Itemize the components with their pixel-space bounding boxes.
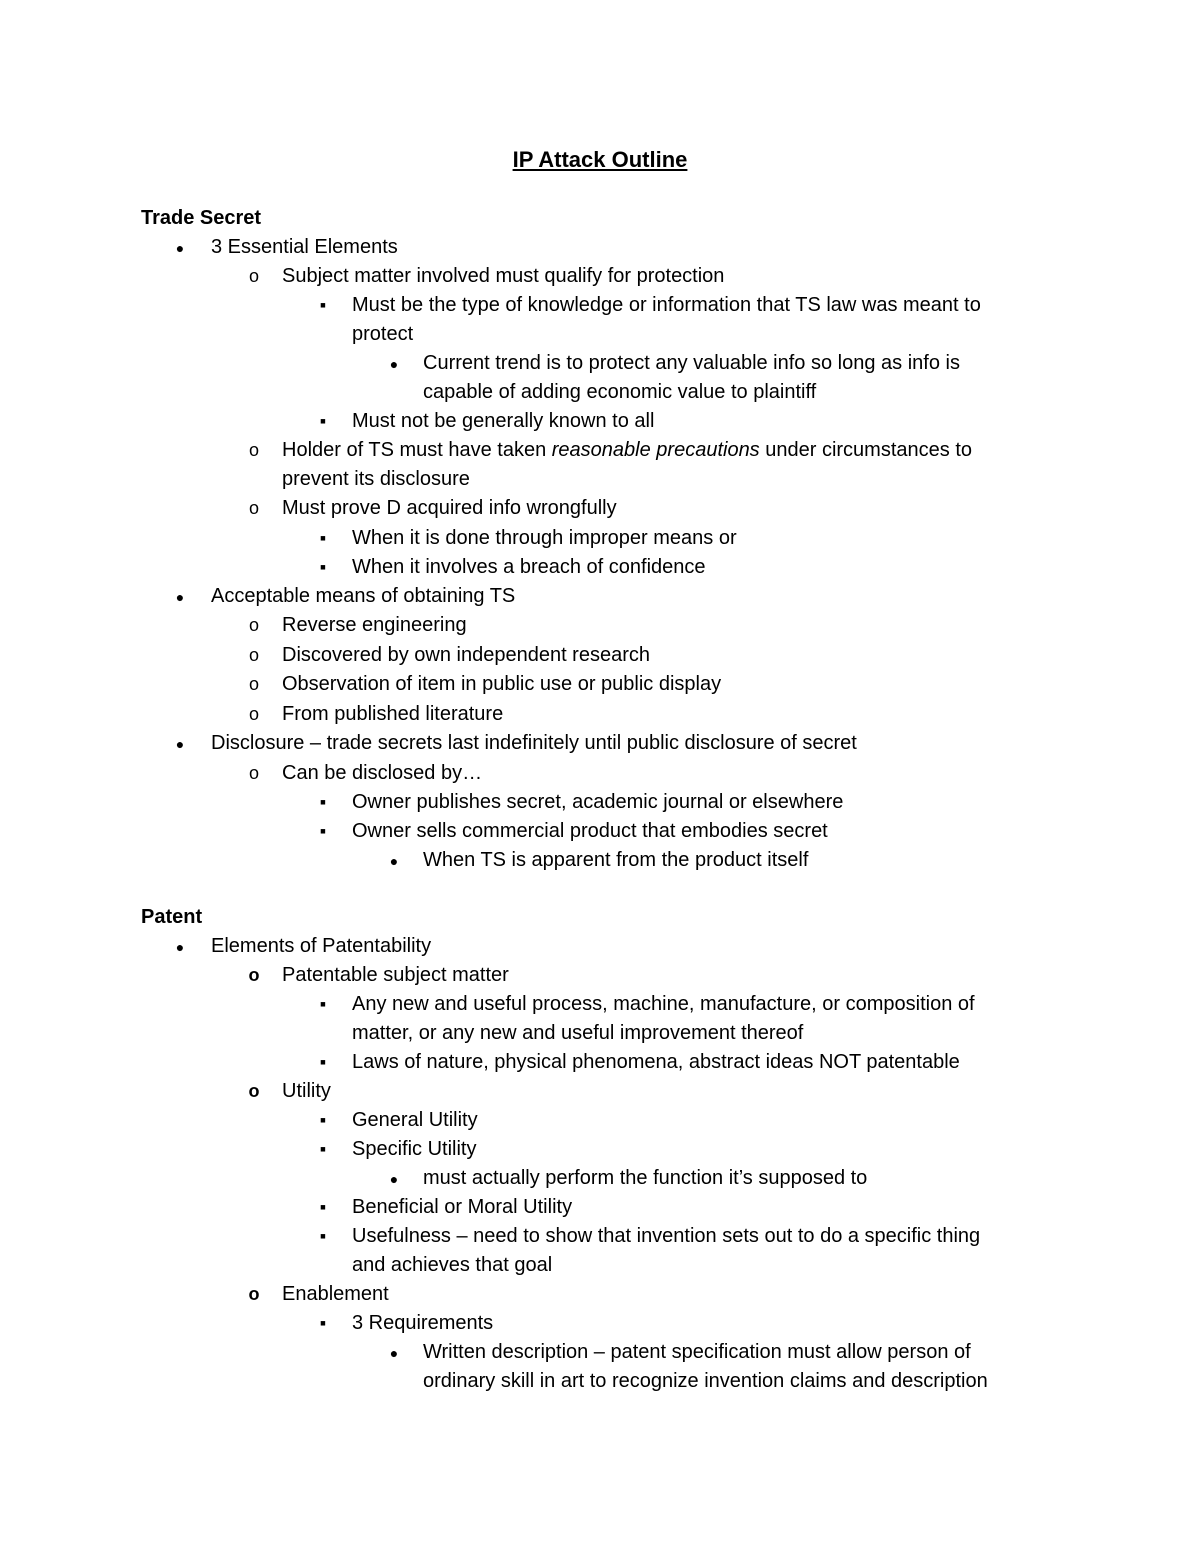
list-item: Beneficial or Moral Utility bbox=[352, 1196, 573, 1218]
list-item: 3 Essential Elements bbox=[211, 236, 398, 258]
list-item: Elements of Patentability bbox=[211, 935, 432, 957]
list-item: Can be disclosed by… bbox=[282, 762, 483, 784]
list-item-continuation: capable of adding economic value to plaintiff bbox=[423, 381, 817, 403]
list-item: When it involves a breach of confidence bbox=[352, 556, 706, 578]
bullet-icon bbox=[384, 349, 404, 379]
square-bullet-icon bbox=[313, 1309, 333, 1338]
square-bullet-icon bbox=[313, 291, 333, 320]
bullet-icon bbox=[170, 932, 190, 962]
bullet-icon bbox=[170, 233, 190, 263]
list-item-continuation: matter, or any new and useful improvement thereof bbox=[352, 1022, 804, 1044]
list-item: Enablement bbox=[282, 1283, 389, 1305]
circle-bullet-icon bbox=[244, 700, 264, 729]
square-bullet-icon bbox=[313, 1106, 333, 1135]
square-bullet-icon bbox=[313, 524, 333, 553]
circle-bullet-icon bbox=[244, 641, 264, 670]
list-item-continuation: prevent its disclosure bbox=[282, 468, 470, 490]
text-run: Holder of TS must have taken bbox=[282, 439, 552, 461]
square-bullet-icon bbox=[313, 990, 333, 1019]
list-item: Owner sells commercial product that embodies secret bbox=[352, 820, 828, 842]
bullet-icon bbox=[170, 582, 190, 612]
list-item: Disclosure – trade secrets last indefinitely until public disclosure of secret bbox=[211, 732, 857, 754]
bullet-icon bbox=[384, 846, 404, 876]
circle-bullet-icon bbox=[244, 1280, 264, 1309]
list-item: Must be the type of knowledge or information that TS law was meant to bbox=[352, 294, 981, 316]
circle-bullet-icon bbox=[244, 759, 264, 788]
section-heading-patent: Patent bbox=[141, 906, 203, 928]
list-item-continuation: protect bbox=[352, 323, 414, 345]
list-item: Observation of item in public use or public display bbox=[282, 673, 722, 695]
page-title: IP Attack Outline bbox=[512, 147, 688, 172]
list-item: Acceptable means of obtaining TS bbox=[211, 585, 516, 607]
italic-text-run: reasonable precautions bbox=[551, 439, 760, 461]
circle-bullet-icon bbox=[244, 611, 264, 640]
circle-bullet-icon bbox=[244, 961, 264, 990]
list-item: Discovered by own independent research bbox=[282, 644, 650, 666]
circle-bullet-icon bbox=[244, 436, 264, 465]
square-bullet-icon bbox=[313, 407, 333, 436]
circle-bullet-icon bbox=[244, 262, 264, 291]
list-item: Written description – patent specification must allow person of bbox=[423, 1341, 971, 1363]
text-run: under circumstances to bbox=[759, 439, 973, 461]
circle-bullet-icon bbox=[244, 494, 264, 523]
circle-bullet-icon bbox=[244, 1077, 264, 1106]
square-bullet-icon bbox=[313, 553, 333, 582]
list-item: General Utility bbox=[352, 1109, 478, 1131]
list-item: Specific Utility bbox=[352, 1138, 477, 1160]
square-bullet-icon bbox=[313, 1135, 333, 1164]
list-item bbox=[282, 436, 972, 465]
list-item-continuation: ordinary skill in art to recognize invention claims and description bbox=[423, 1370, 988, 1392]
bullet-icon bbox=[384, 1164, 404, 1194]
list-item: Must not be generally known to all bbox=[352, 410, 655, 432]
list-item: From published literature bbox=[282, 703, 504, 725]
list-item: When TS is apparent from the product itself bbox=[423, 849, 809, 871]
list-item: Laws of nature, physical phenomena, abstract ideas NOT patentable bbox=[352, 1051, 960, 1073]
square-bullet-icon bbox=[313, 1222, 333, 1251]
square-bullet-icon bbox=[313, 788, 333, 817]
bullet-icon bbox=[384, 1338, 404, 1368]
list-item: Owner publishes secret, academic journal or elsewhere bbox=[352, 791, 844, 813]
list-item: When it is done through improper means or bbox=[352, 527, 737, 549]
bullet-icon bbox=[170, 729, 190, 759]
square-bullet-icon bbox=[313, 1048, 333, 1077]
list-item: Current trend is to protect any valuable info so long as info is bbox=[423, 352, 960, 374]
square-bullet-icon bbox=[313, 817, 333, 846]
list-item: must actually perform the function it’s supposed to bbox=[423, 1167, 868, 1189]
list-item: Usefulness – need to show that invention sets out to do a specific thing bbox=[352, 1225, 981, 1247]
list-item: Must prove D acquired info wrongfully bbox=[282, 497, 617, 519]
list-item: Patentable subject matter bbox=[282, 964, 509, 986]
list-item: 3 Requirements bbox=[352, 1312, 494, 1334]
list-item: Subject matter involved must qualify for protection bbox=[282, 265, 725, 287]
square-bullet-icon bbox=[313, 1193, 333, 1222]
list-item: Utility bbox=[282, 1080, 331, 1102]
section-heading-trade-secret: Trade Secret bbox=[141, 207, 262, 229]
list-item: Any new and useful process, machine, manufacture, or composition of bbox=[352, 993, 975, 1015]
circle-bullet-icon bbox=[244, 670, 264, 699]
list-item: Reverse engineering bbox=[282, 614, 467, 636]
list-item-continuation: and achieves that goal bbox=[352, 1254, 553, 1276]
